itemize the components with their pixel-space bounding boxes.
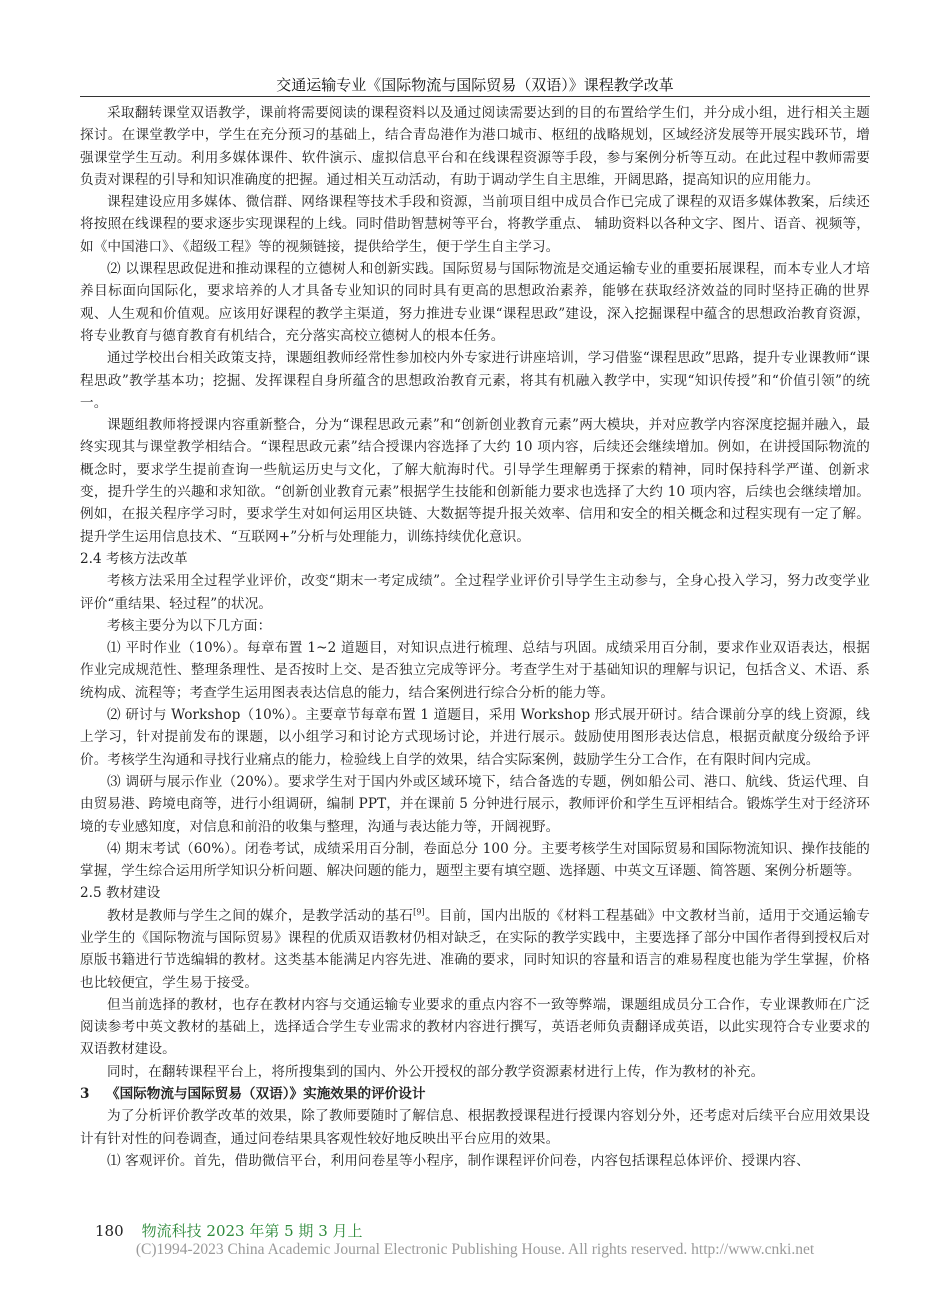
journal-issue: 物流科技 2023 年第 5 期 3 月上 [141, 1222, 363, 1240]
paragraph-course-construction: 课程建设应用多媒体、微信群、网络课程等技术手段和资源，当前项目组中成员合作已完成了课程的双语多媒体教案，后续还将按照在线课程的要求逐步实现课程的上线。同时借助智慧树等平台，将教学重点、 辅助资料以各种文字、图片、语音、视频等，如《中国港口》、《超级工程》等的视频链接，提供给学生，便于学生自主学习。 [80, 194, 870, 255]
section-title: 《国际物流与国际贸易（双语）》实施效果的评价设计 [106, 1086, 426, 1103]
header-rule [80, 96, 870, 97]
section-number: 2.5 [80, 885, 102, 902]
paragraph-textbook-issues: 但当前选择的教材，也存在教材内容与交通运输专业要求的重点内容不一致等弊端，课题组成员分工合作，专业课教师在广泛阅读参考中英文教材的基础上，选择适合学生专业需求的教材内容进行撰写，英语老师负责翻译成英语，以此实现符合专业要求的双语教材建设。 [80, 996, 870, 1058]
paragraph-textbook-intro [80, 905, 870, 994]
section-title: 考核方法改革 [106, 550, 188, 567]
article-body [80, 102, 870, 1172]
paragraph-assessment-overview: 考核方法采用全过程学业评价，改变“期末一考定成绩”。全过程学业评价引导学生主动参与，全身心投入学习，努力改变学业评价“重结果、轻过程”的状况。 [80, 573, 870, 612]
page-number: 180 [95, 1222, 124, 1240]
paragraph-assessment-aspects: 考核主要分为以下几方面： [107, 617, 272, 634]
textbook-text-after-ref: 。目前，国内出版的《材料工程基础》中文教材当前，适用于交通运输专业学生的《国际物流与国际贸易》课程的优质双语教材仍相对缺乏，在实际的教学实践中，主要选择了部分中国作者得到授权后对原版书籍进行节选编辑的教材。这类基本能满足内容先进、准确的要求，同时知识的容量和语言的难易程度也能为学生掌握，价格也比较便宜，学生易于接受。 [80, 907, 870, 991]
paragraph-research-presentation: ⑶ 调研与展示作业（20%）。要求学生对于国内外或区域环境下，结合备选的专题，例如船公司、港口、航线、货运代理、自由贸易港、跨境电商等，进行小组调研，编制 PPT，并在课前 5 分钟进行展示，教师评价和学生互评相结合。锻炼学生对于经济环境的专业感知度，对信息和前沿的收集与整理，沟通与表达能力等，开阔视野。 [80, 773, 870, 835]
section-heading-2-4 [80, 548, 870, 570]
section-title: 教材建设 [106, 885, 161, 902]
page-footer [95, 1220, 363, 1241]
paragraph-evaluation-purpose: 为了分析评价教学改革的效果，除了教师要随时了解信息、根据教授课程进行授课内容划分外，还考虑对后续平台应用效果设计有针对性的问卷调查，通过问卷结果具客观性较好地反映出平台应用的效果。 [80, 1108, 870, 1147]
copyright-notice: (C)1994-2023 China Academic Journal Electronic Publishing House. All rights reserved. http://www.cnki.net [135, 1241, 815, 1258]
paragraph-teaching-elements: 课题组教师将授课内容重新整合，分为“课程思政元素”和“创新创业教育元素”两大模块，并对应教学内容深度挖掘并融入，最终实现其与课堂教学相结合。“课程思政元素”结合授课内容选择了大约 10 项内容，后续还会继续增加。例如，在讲授国际物流的概念时，要求学生提前查询一些航运历史与文化，了解大航海时代。引导学生理解勇于探索的精神，同时保持科学严谨、创新求变，提升学生的兴趣和求知欲。“创新创业教育元素”根据学生技能和创新能力要求也选择了大约 10 项内容，后续也会继续增加。例如，在报关程序学习时，要求学生对如何运用区块链、大数据等提升报关效率、信用和安全的相关概念和过程实现有一定了解。提升学生运用信息技术、“互联网+”分析与处理能力，训练持续优化意识。 [80, 417, 870, 545]
paragraph-school-policy: 通过学校出台相关政策支持，课题组教师经常性参加校内外专家进行讲座培训，学习借鉴“课程思政”思路，提升专业课教师“课程思政”教学基本功；挖掘、发挥课程自身所蕴含的思想政治教育元素，将其有机融入教学中，实现“知识传授”和“价值引领”的统一。 [80, 350, 870, 411]
paragraph-final-exam: ⑷ 期末考试（60%）。闭卷考试，成绩采用百分制，卷面总分 100 分。主要考核学生对国际贸易和国际物流知识、操作技能的掌握，学生综合运用所学知识分析问题、解决问题的能力，题型主要有填空题、选择题、中英文互译题、简答题、案例分析题等。 [80, 840, 870, 880]
running-header: 交通运输专业《国际物流与国际贸易（双语）》课程教学改革 [276, 76, 674, 94]
paragraph-textbook-upload: 同时，在翻转课程平台上，将所搜集到的国内、外公开授权的部分教学资源素材进行上传，作为教材的补充。 [107, 1063, 765, 1080]
section-heading-3 [80, 1083, 870, 1105]
paragraph-ideological-course: ⑵ 以课程思政促进和推动课程的立德树人和创新实践。国际贸易与国际物流是交通运输专业的重要拓展课程，而本专业人才培养目标面向国际化，要求培养的人才具备专业知识的同时具有更高的思想政治素养，能够在获取经济效益的同时坚持正确的世界观、人生观和价值观。应该用好课程的教学主渠道，努力推进专业课“课程思政”建设，深入挖掘课程中蕴含的思想政治教育资源，将专业教育与德育教育有机结合，充分落实高校立德树人的根本任务。 [80, 261, 870, 344]
section-number: 2.4 [80, 550, 102, 567]
textbook-text-before-ref: 教材是教师与学生之间的媒介，是教学活动的基石 [107, 907, 414, 924]
citation-ref: [9] [413, 907, 425, 917]
paragraph-flipped-classroom: 采取翻转课堂双语教学，课前将需要阅读的课程资料以及通过阅读需要达到的目的布置给学生们，并分成小组，进行相关主题探讨。在课堂教学中，学生在充分预习的基础上，结合青岛港作为港口城市、枢纽的战略规划，区域经济发展等开展实践环节，增强课堂学生互动。利用多媒体课件、软件演示、虚拟信息平台和在线课程资源等手段，参与案例分析等互动。在此过程中教师需要负责对课程的引导和知识准确度的把握。通过相关互动活动，有助于调动学生自主思维，开阔思路，提高知识的应用能力。 [80, 105, 870, 188]
paragraph-homework: ⑴ 平时作业（10%）。每章布置 1~2 道题目，对知识点进行梳理、总结与巩固。成绩采用百分制，要求作业双语表达，根据作业完成规范性、整理条理性、是否按时上交、是否独立完成等评分。考查学生对于基础知识的理解与识记，包括含义、术语、系统构成、流程等；考查学生运用图表表达信息的能力，结合案例进行综合分析的能力等。 [80, 640, 870, 701]
paragraph-workshop: ⑵ 研讨与 Workshop（10%）。主要章节每章布置 1 道题目，采用 Workshop 形式展开研讨。结合课前分享的线上资源，线上学习，针对提前发布的课题，以小组学习和讨论方式现场讨论，并进行展示。鼓励使用图形表达信息，根据贡献度分级给予评价。考核学生沟通和寻找行业痛点的能力，检验线上自学的效果，结合实际案例，鼓励学生分工合作，在有限时间内完成。 [80, 707, 870, 768]
section-heading-2-5 [80, 882, 870, 904]
section-number: 3 [80, 1086, 90, 1103]
paragraph-objective-evaluation: ⑴ 客观评价。首先，借助微信平台，利用问卷星等小程序，制作课程评价问卷，内容包括课程总体评价、授课内容、 [107, 1152, 810, 1169]
